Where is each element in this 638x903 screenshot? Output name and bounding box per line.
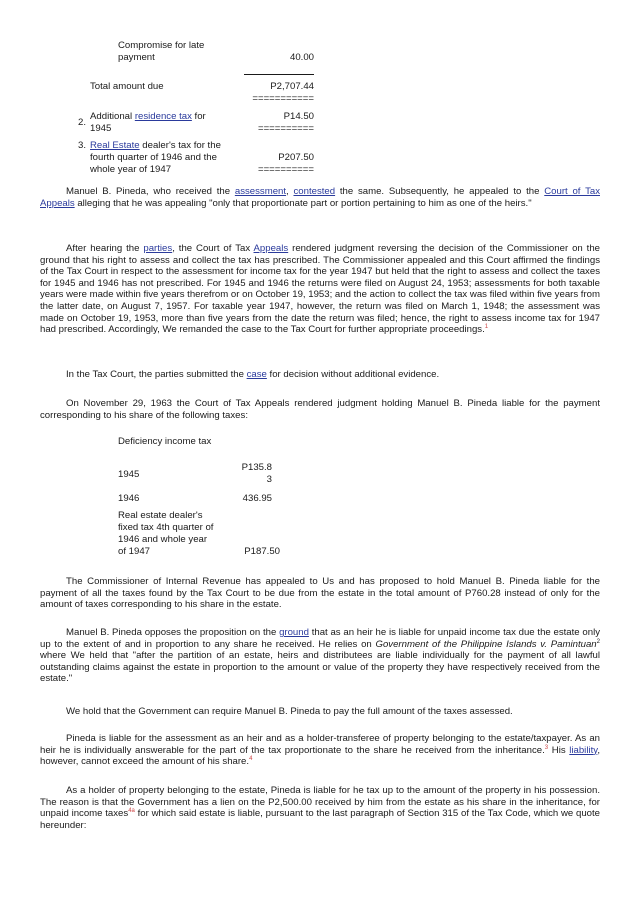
sum-rule	[244, 74, 314, 75]
row-1946-amount: 436.95	[242, 493, 272, 504]
real-estate-row-line3: 1946 and whole year	[118, 534, 208, 545]
compromise-label-line2: payment	[118, 52, 155, 63]
paragraph-1: Manuel B. Pineda, who received the assessment, contested the same. Subsequently, he appealed to the Court of Tax Appeals alleging that he was appealing "only that proportionate part or portion pertaining to him as one of the heirs."	[40, 186, 600, 209]
item-3-amount: P207.50	[278, 152, 314, 163]
total-amount-value: P2,707.44	[270, 81, 314, 92]
paragraph-5: The Commissioner of Internal Revenue has appealed to Us and has proposed to hold Manuel B. Pineda liable for the payment of all the taxes found by the Tax Court to be due from the estate in the total amount of P760.28 instead of only for the amount of taxes corresponding to his share in the estate.	[40, 576, 600, 611]
paragraph-9: As a holder of property belonging to the estate, Pineda is liable for he tax up to the amount of the property in his possession. The reason is that the Government has a lien on the P2,500.00 received by him from the estate as his share in the inheritance, for unpaid income taxes$^{4a}$ for which said estate is liable, pursuant to the last paragraph of Section 315 of the Tax Code, which we quote hereunder:	[40, 785, 600, 831]
total-amount-label: Total amount due	[90, 81, 164, 92]
item-3-label-line3: whole year of 1947	[90, 164, 172, 175]
paragraph-2: After hearing the parties, the Court of Tax Appeals rendered judgment reversing the decision of the Commissioner on the ground that his right to assess and collect the tax has prescribed. The Commissioner appealed and this Court affirmed the findings of the Tax Court in respect to the assessment for income tax for the year 1947 but held that the right to assess and collect the taxes for 1945 and 1946 has not prescribed. For 1945 and 1946 the returns were filed on August 24, 1953; assessments for both taxable years were made within five years therefrom or on October 19, 1953; and the action to collect the tax was filed within five years from the latter date, on August 7, 1957. For taxable year 1947, however, the return was filed on March 1, 1948; the assessment was made on October 19, 1953, more than five years from the date the return was filed; hence, the right to assess income tax for 1947 had prescribed. Accordingly, We remanded the case to the Tax Court for further appropriate proceedings.$^1$	[40, 243, 601, 336]
footnote-4-ref[interactable]: 4	[249, 756, 253, 762]
assessment-link[interactable]: assessment	[234, 186, 287, 197]
item-2-label-line2: 1945	[90, 123, 112, 134]
total-double-rule: ===========	[252, 93, 314, 104]
row-1945-year: 1945	[118, 469, 140, 480]
item-2-double-rule: ==========	[257, 123, 314, 134]
case-citation: Government of the Philippine Islands v. Pamintuan	[375, 638, 597, 650]
paragraph-4: On November 29, 1963 the Court of Tax Appeals rendered judgment holding Manuel B. Pineda liable for the payment corresponding to his share of the following taxes:	[40, 398, 600, 421]
row-1945-amount-line1: P135.8	[241, 462, 272, 473]
deficiency-heading: Deficiency income tax	[118, 436, 212, 447]
item-3-label-line1: Real Estate dealer's tax for the	[90, 140, 221, 151]
footnote-3-ref[interactable]: 3	[544, 744, 549, 751]
item-2-number: 2.	[78, 117, 87, 128]
real-estate-link[interactable]: Real Estate	[90, 140, 140, 151]
item-2-amount: P14.50	[283, 111, 314, 122]
compromise-label-line1: Compromise for late	[118, 40, 205, 51]
contested-link[interactable]: contested	[293, 186, 336, 197]
real-estate-row-amount: P187.50	[244, 546, 280, 557]
ground-link[interactable]: ground	[279, 627, 309, 638]
row-1945-amount-line2: 3	[266, 474, 272, 485]
parties-link[interactable]: parties	[143, 243, 173, 254]
real-estate-row-line2: fixed tax 4th quarter of	[118, 522, 214, 533]
paragraph-3: In the Tax Court, the parties submitted the case for decision without additional evidence.	[66, 369, 440, 380]
footnote-4a-ref[interactable]: 4a	[128, 808, 135, 814]
footnote-2-ref[interactable]: 2	[596, 638, 600, 645]
item-2-label-line1: Additional residence tax for	[90, 111, 206, 122]
court-of-tax-appeals-link[interactable]: Court of Tax Appeals	[40, 186, 600, 209]
paragraph-6: Manuel B. Pineda opposes the proposition on the ground that as an heir he is liable for unpaid income tax due the estate only up to the extent of and in proportion to any share he received. He relies on Government of the Philippine Islands v. Pamintuan$^2$ where We held that "after the partition of an estate, heirs and distributees are liable individually for the payment of all lawful outstanding claims against the estate in proportion to the amount or value of the property they have respectively received from the estate."	[40, 627, 600, 685]
compromise-amount: 40.00	[289, 52, 314, 63]
paragraph-8: Pineda is liable for the assessment as an heir and as a holder-transferee of property belonging to the estate/taxpayer. As an heir he is individually answerable for the part of the tax proportionate to the share he received from the inheritance.$^3$ His liability, however, cannot exceed the amount of his share.$^4$	[40, 733, 600, 768]
paragraph-7: We hold that the Government can require Manuel B. Pineda to pay the full amount of the taxes assessed.	[66, 706, 513, 717]
footnote-1-ref[interactable]: 1	[484, 323, 489, 330]
real-estate-row-line4: of 1947	[118, 546, 151, 557]
case-link[interactable]: case	[246, 369, 267, 380]
appeals-link[interactable]: Appeals	[253, 243, 289, 254]
item-3-number: 3.	[78, 140, 87, 151]
item-3-label-line2: fourth quarter of 1946 and the	[90, 152, 217, 163]
real-estate-row-line1: Real estate dealer's	[118, 510, 203, 521]
item-3-double-rule: ==========	[257, 164, 314, 175]
residence-tax-link[interactable]: residence tax	[134, 111, 192, 122]
row-1946-year: 1946	[118, 493, 140, 504]
liability-link[interactable]: liability	[569, 744, 598, 756]
